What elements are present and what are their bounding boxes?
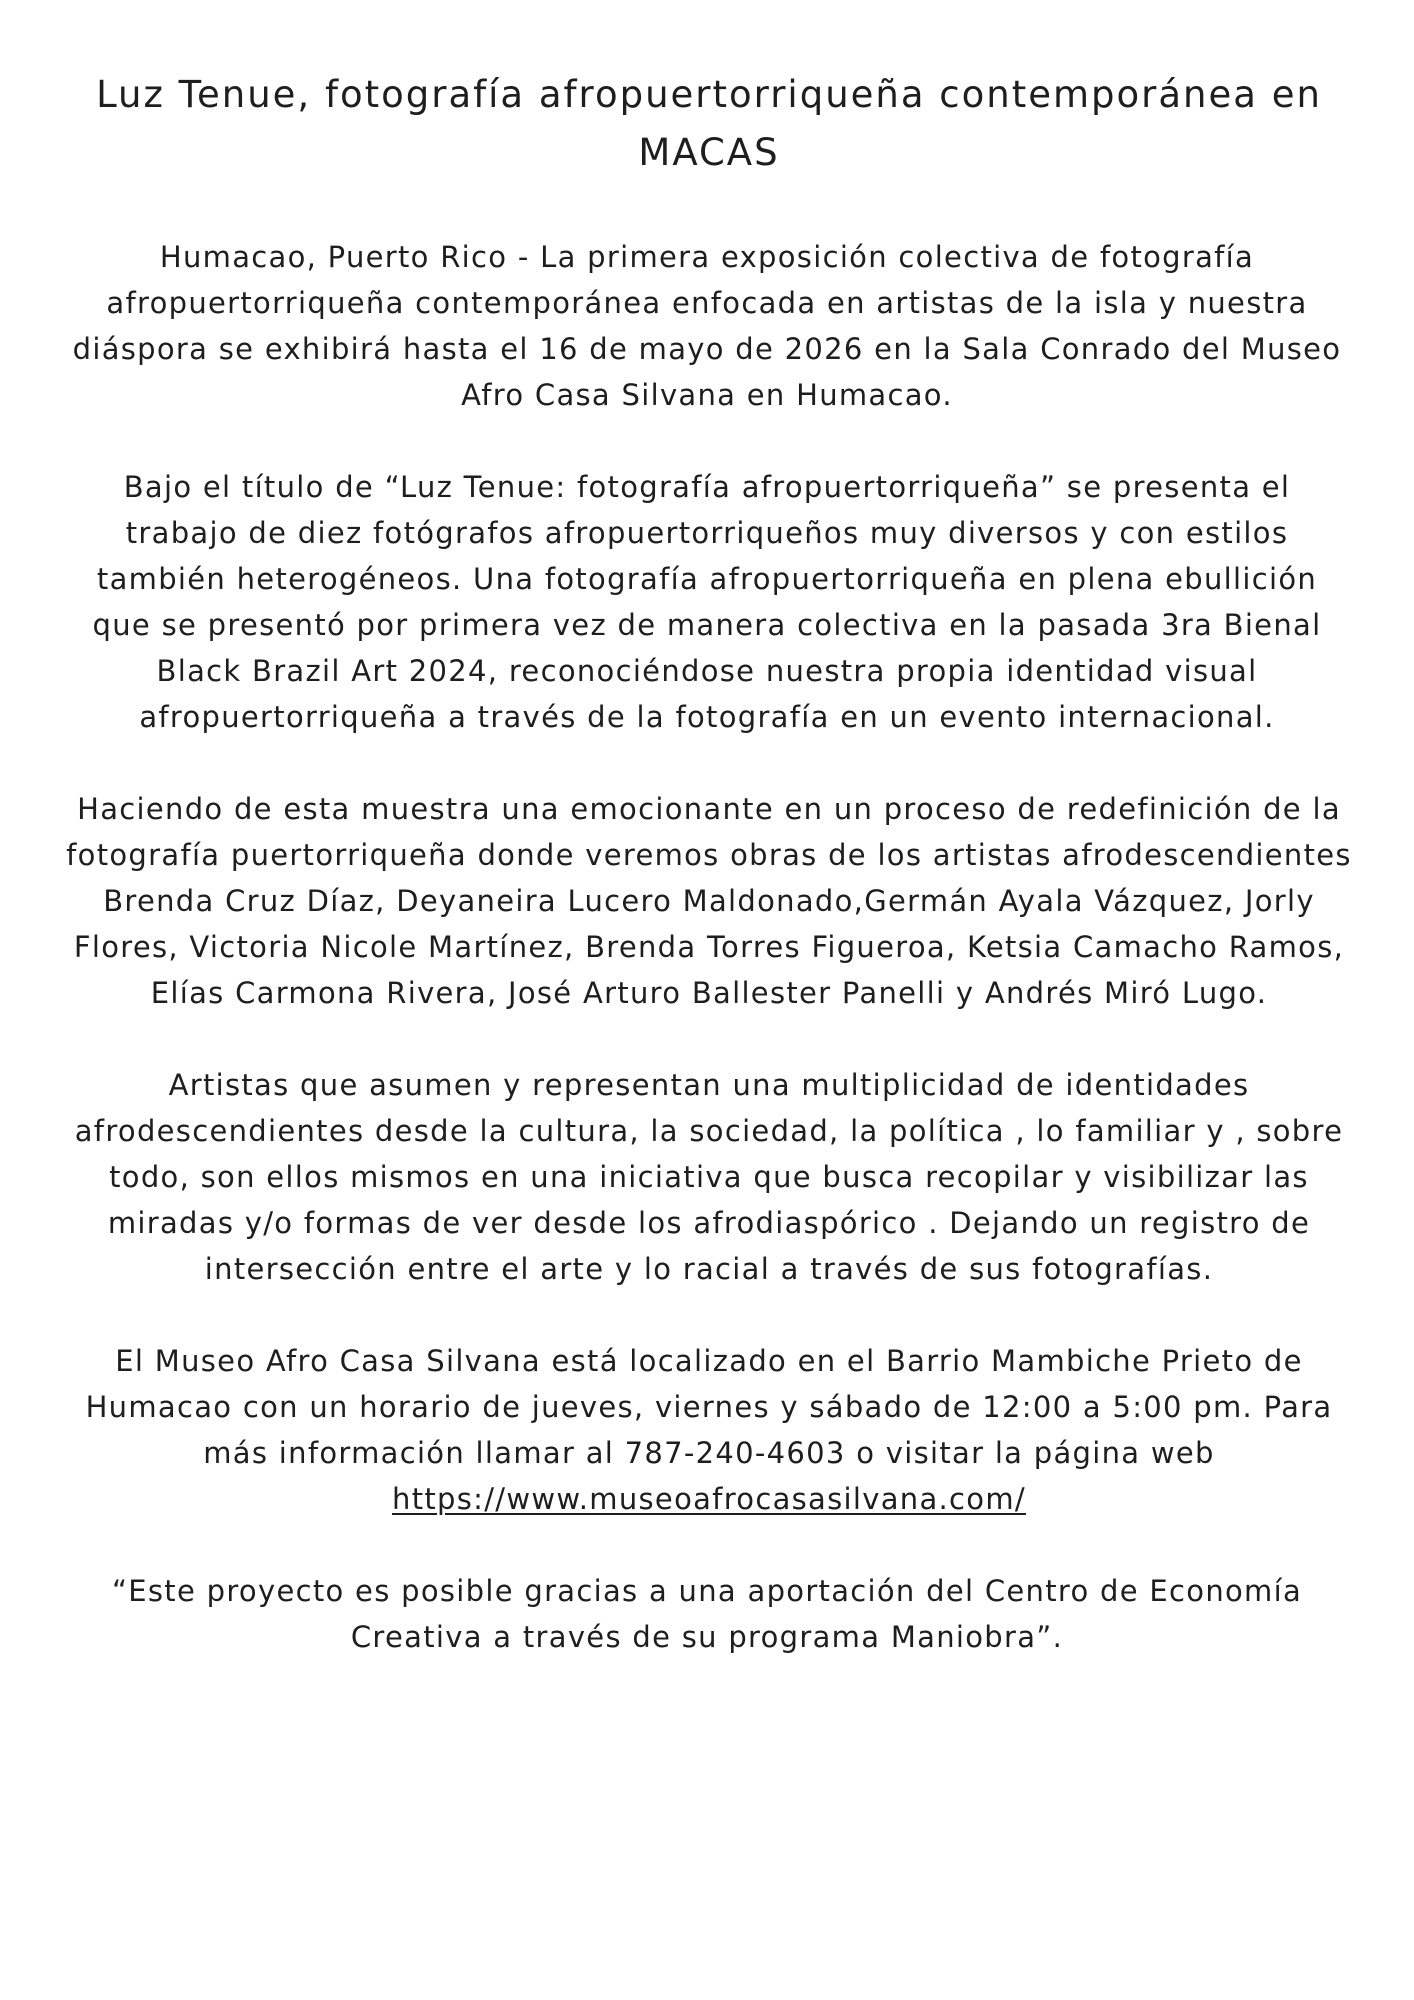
museum-info-text: El Museo Afro Casa Silvana está localizado en el Barrio Mambiche Prieto de Humacao con un horario de jueves, viernes y sábado de 12:00 a 5:00 pm. Para más información llamar al 787-240-4603 o visitar la página web — [85, 1344, 1333, 1470]
paragraph-artists: Haciendo de esta muestra una emocionante en un proceso de redefinición de la fotografía puertorriqueña donde veremos obras de los artistas afrodescendientes Brenda Cruz Díaz, Deyaneira Lucero Maldonado,Germán Ayala Vázquez, Jorly Flores, Victoria Nicole Martínez, Brenda Torres Figueroa, Ketsia Camacho Ramos, Elías Carmona Rivera, José Arturo Ballester Panelli y Andrés Miró Lugo. — [66, 792, 1352, 1010]
museum-website-link[interactable]: https://www.museoafrocasasilvana.com/ — [392, 1482, 1026, 1516]
paragraph-exhibition-title: Bajo el título de “Luz Tenue: fotografía afropuertorriqueña” se presenta el trabajo de diez fotógrafos afropuertorriqueños muy diversos y con estilos también heterogéneos. Una fotografía afropuertorriqueña en plena ebullición que se presentó por primera vez de manera colectiva en la pasada 3ra Bienal Black Brazil Art 2024, reconociéndose nuestra propia identidad visual afropuertorriqueña a través de la fotografía en un evento internacional. — [92, 470, 1322, 734]
paragraph-funding-note: “Este proyecto es posible gracias a una aportación del Centro de Economía Creativa a través de su programa Maniobra”. — [111, 1574, 1303, 1654]
paragraph-identities: Artistas que asumen y representan una multiplicidad de identidades afrodescendientes desde la cultura, la sociedad, la política , lo familiar y , sobre todo, son ellos mismos en una iniciativa que busca recopilar y visibilizar las miradas y/o formas de ver desde los afrodiaspórico . Dejando un registro de intersección entre el arte y lo racial a través de sus fotografías. — [74, 1068, 1344, 1286]
paragraph-museum-info — [64, 1338, 1354, 1522]
paragraph-intro: Humacao, Puerto Rico - La primera exposición colectiva de fotografía afropuertorriqueña contemporánea enfocada en artistas de la isla y nuestra diáspora se exhibirá hasta el 16 de mayo de 2026 en la Sala Conrado del Museo Afro Casa Silvana en Humacao. — [72, 240, 1342, 412]
document-title: Luz Tenue, fotografía afropuertorriqueña contemporánea en MACAS — [96, 73, 1322, 174]
